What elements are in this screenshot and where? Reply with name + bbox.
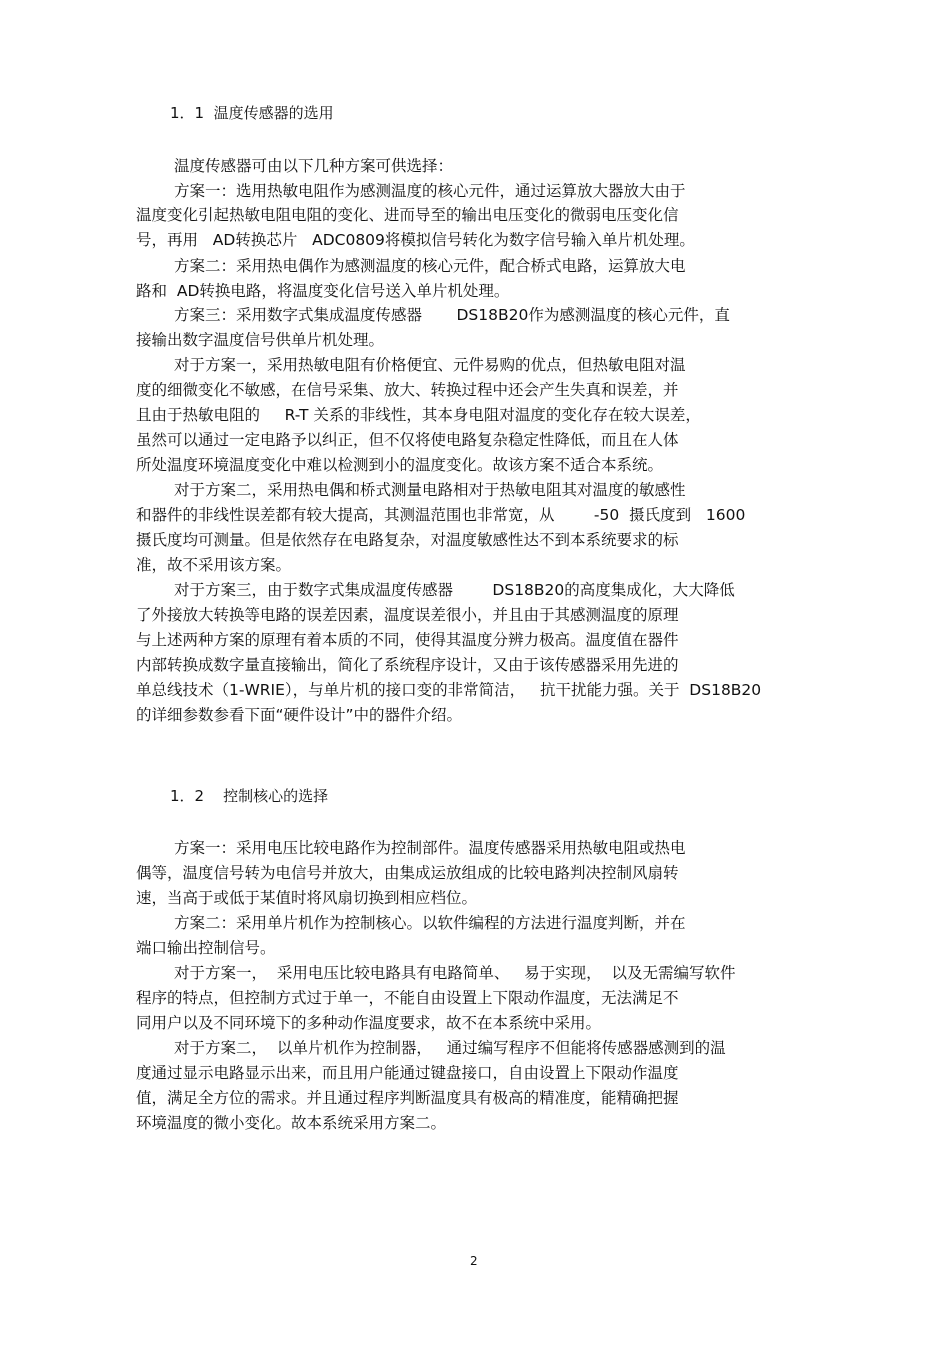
paragraph-line: 对于方案三，由于数字式集成温度传感器 DS18B20的高度集成化，大大降低 [174,581,735,599]
paragraph-line: 单总线技术（1-WRIE），与单片机的接口变的非常简洁， 抗干扰能力强。关于 DS18B20 [136,681,762,699]
page-number: 2 [470,1254,478,1268]
paragraph-line: 对于方案一，采用热敏电阻有价格便宜、元件易购的优点，但热敏电阻对温 [174,356,686,374]
paragraph-line: 度通过显示电路显示出来，而且用户能通过键盘接口，自由设置上下限动作温度 [136,1064,679,1082]
paragraph-line: 对于方案一， 采用电压比较电路具有电路简单、 易于实现， 以及无需编写软件 [174,964,736,982]
paragraph-line: 的详细参数参看下面“硬件设计”中的器件介绍。 [136,706,463,724]
paragraph-line: 环境温度的微小变化。故本系统采用方案二。 [136,1114,447,1132]
paragraph-line: 温度变化引起热敏电阻电阻的变化、进而导至的输出电压变化的微弱电压变化信 [136,206,679,224]
paragraph-line: 虽然可以通过一定电路予以纠正，但不仅将使电路复杂稳定性降低，而且在人体 [136,431,679,449]
paragraph-line: 方案三：采用数字式集成温度传感器 DS18B20作为感测温度的核心元件，直 [174,306,730,324]
paragraph-line: 且由于热敏电阻的 R-T 关系的非线性，其本身电阻对温度的变化存在较大误差， [136,406,701,424]
paragraph-line: 号，再用 AD转换芯片 ADC0809将模拟信号转化为数字信号输入单片机处理。 [136,231,695,249]
paragraph-line: 方案二：采用单片机作为控制核心。以软件编程的方法进行温度判断，并在 [174,914,686,932]
section-heading-1-2: 1．2 控制核心的选择 [170,787,329,805]
paragraph-line: 偶等，温度信号转为电信号并放大，由集成运放组成的比较电路判决控制风扇转 [136,864,679,882]
paragraph-line: 值，满足全方位的需求。并且通过程序判断温度具有极高的精准度，能精确把握 [136,1089,679,1107]
paragraph-line: 接输出数字温度信号供单片机处理。 [136,331,385,349]
paragraph-line: 同用户以及不同环境下的多种动作温度要求，故不在本系统中采用。 [136,1014,602,1032]
paragraph-line: 方案一：选用热敏电阻作为感测温度的核心元件，通过运算放大器放大由于 [174,182,686,200]
paragraph-line: 摄氏度均可测量。但是依然存在电路复杂，对温度敏感性达不到本系统要求的标 [136,531,679,549]
paragraph-line: 内部转换成数字量直接输出，简化了系统程序设计，又由于该传感器采用先进的 [136,656,679,674]
paragraph-line: 速，当高于或低于某值时将风扇切换到相应档位。 [136,889,478,907]
paragraph-line: 与上述两种方案的原理有着本质的不同，使得其温度分辨力极高。温度值在器件 [136,631,679,649]
paragraph-line: 和器件的非线性误差都有较大提高，其测温范围也非常宽，从 -50 摄氏度到 1600 [136,506,746,524]
paragraph-line: 所处温度环境温度变化中难以检测到小的温度变化。故该方案不适合本系统。 [136,456,664,474]
paragraph-line: 温度传感器可由以下几种方案可供选择： [174,157,454,175]
paragraph-line: 方案一：采用电压比较电路作为控制部件。温度传感器采用热敏电阻或热电 [174,839,686,857]
section-heading-1-1: 1．1 温度传感器的选用 [170,104,334,122]
paragraph-line: 了外接放大转换等电路的误差因素，温度误差很小，并且由于其感测温度的原理 [136,606,679,624]
paragraph-line: 端口输出控制信号。 [136,939,276,957]
paragraph-line: 对于方案二， 以单片机作为控制器， 通过编写程序不但能将传感器感测到的温 [174,1039,726,1057]
paragraph-line: 对于方案二，采用热电偶和桥式测量电路相对于热敏电阻其对温度的敏感性 [174,481,686,499]
paragraph-line: 方案二：采用热电偶作为感测温度的核心元件，配合桥式电路，运算放大电 [174,257,686,275]
paragraph-line: 度的细微变化不敏感，在信号采集、放大、转换过程中还会产生失真和误差，并 [136,381,679,399]
paragraph-line: 准，故不采用该方案。 [136,556,292,574]
paragraph-line: 路和 AD转换电路，将温度变化信号送入单片机处理。 [136,282,510,300]
paragraph-line: 程序的特点，但控制方式过于单一，不能自由设置上下限动作温度，无法满足不 [136,989,679,1007]
